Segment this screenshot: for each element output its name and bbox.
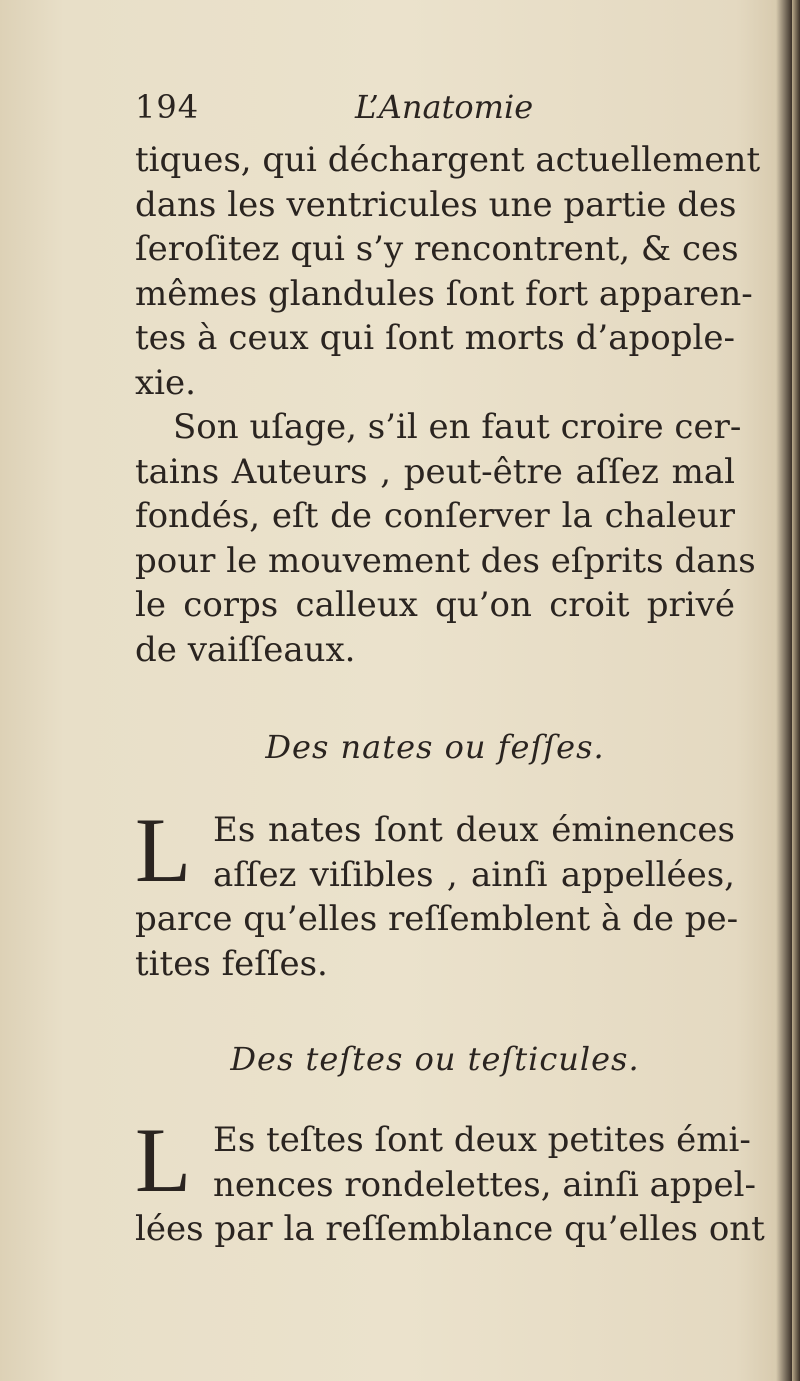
text-line: nences rondelettes, ainſi appel- <box>213 1164 756 1205</box>
text-line: le corps calleux qu’on croit privé <box>135 585 735 625</box>
running-head <box>135 88 735 128</box>
text-line: Es nates ſont deux éminences <box>213 810 735 850</box>
text-line: lées par la reſſemblance qu’elles ont <box>135 1209 765 1249</box>
text-line: pour le mouvement des eſprits dans <box>135 540 756 581</box>
text-line: Es teſtes ſont deux petites émi- <box>213 1120 751 1160</box>
section-testes-paragraph <box>135 1109 765 1252</box>
text-line: mêmes glandules ſont fort apparen- <box>135 273 753 314</box>
text-line: Son uſage, s’il en faut croire cer- <box>173 407 742 447</box>
paragraph-continuation <box>135 138 761 405</box>
section-nates-paragraph <box>135 799 739 986</box>
paragraph-usage <box>135 405 756 672</box>
page-edge-shadow <box>792 0 800 1381</box>
drop-cap: L <box>135 1109 192 1211</box>
text-line: xie. <box>135 362 196 403</box>
drop-cap: L <box>135 799 192 901</box>
text-line: dans les ventricules une partie des <box>135 184 737 225</box>
text-line: tites feſſes. <box>135 943 328 984</box>
text-line: parce qu’elles reſſemblent à de pe- <box>135 899 739 939</box>
text-line: de vaiſſeaux. <box>135 629 356 670</box>
page-number: 194 <box>135 88 200 126</box>
section-heading-nates: Des nates ou feſſes. <box>265 728 605 766</box>
section-heading-testes: Des teſtes ou teſticules. <box>230 1040 640 1078</box>
text-line: tains Auteurs , peut-être aſſez mal <box>135 451 735 492</box>
text-line: tes à ceux qui ſont morts d’apople- <box>135 318 735 358</box>
running-title: L’Anatomie <box>355 88 534 126</box>
text-line: aſſez viſibles , ainſi appellées, <box>213 854 735 895</box>
text-line: ſeroſitez qui s’y rencontrent, & ces <box>135 229 739 269</box>
text-line: fondés, eſt de conſerver la chaleur <box>135 496 735 536</box>
text-line: tiques, qui déchargent actuellement <box>135 140 761 180</box>
